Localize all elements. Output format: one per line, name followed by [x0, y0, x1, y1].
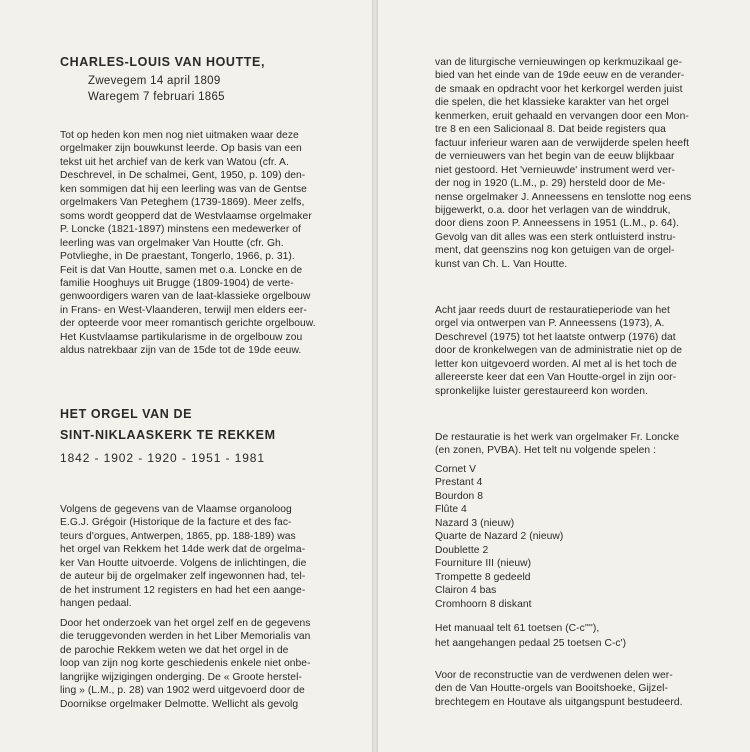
- text-line: Potvlieghe, in De praestant, Tongerlo, 1966, p. 31).: [60, 251, 295, 263]
- right-page: [378, 0, 750, 752]
- text-line: genwoordigers waren van de laat-klassieke orgelbouw: [60, 291, 311, 303]
- text-line: Deschrevel (1975) tot het laatste ontwerp (1976) dat: [435, 331, 676, 343]
- organ-stop-item: Flûte 4: [435, 504, 467, 516]
- organ-stop-item: Bourdon 8: [435, 490, 483, 502]
- text-line: van de liturgische vernieuwingen op kerkmuzikaal ge-: [435, 57, 682, 68]
- text-line: loop van zijn nog korte geschiedenis enkele niet onbe-: [60, 658, 311, 670]
- restoration-period-paragraph: [435, 304, 735, 398]
- text-line: die spelen, die het klassieke karakter van het orgel: [435, 97, 669, 109]
- left-header: [60, 56, 360, 105]
- keyboard-compass: [435, 621, 735, 651]
- text-line: tre 8 en een Salicionaal 8. Dat beide registers qua: [435, 124, 666, 136]
- text-line: factuur inferieur waren aan de verwijderde spelen heeft: [435, 137, 690, 149]
- text-line: Volgens de gegevens van de Vlaamse organoloog: [60, 504, 292, 515]
- text-line: letter kon uitgevoerd worden. Al met al is het toch de: [435, 358, 677, 370]
- text-line: de vernieuwers van het begin van de eeuw blijkbaar: [435, 151, 675, 163]
- text-line: Door het onderzoek van het orgel zelf en de gegevens: [60, 618, 311, 629]
- article-title: CHARLES-LOUIS VAN HOUTTE,: [60, 55, 266, 69]
- text-line: niet gestoord. Het 'vernieuwde' instrument werd ver-: [435, 164, 676, 176]
- text-line: Gevolg van dit alles was een sterk ontluisterd instru-: [435, 231, 676, 243]
- text-line: de het instrument 12 registers en had het een aange-: [60, 584, 306, 596]
- text-line: die teruggevonden werden in het Liber Memorialis van: [60, 631, 311, 643]
- text-line: E.G.J. Grégoir (Historique de la facture et des fac-: [60, 517, 292, 529]
- text-line: ling » (L.M., p. 28) van 1902 werd uitgevoerd door de: [60, 685, 305, 697]
- reconstruction-paragraph: [435, 669, 735, 709]
- text-line: door diens zoon P. Anneessens in 1951 (L.M., p. 64).: [435, 218, 679, 230]
- death-line: Waregem 7 februari 1865: [88, 90, 225, 103]
- text-line: Doornikse orgelmaker Delmotte. Wellicht als gevolg: [60, 698, 299, 710]
- biography-paragraph: [60, 129, 360, 358]
- text-line: (en zonen, PVBA). Het telt nu volgende spelen :: [435, 445, 657, 457]
- text-line: door de kronkelwegen van de administratie niet op de: [435, 345, 683, 357]
- text-line: langrijke wijzigingen onderging. De « Groote herstel-: [60, 671, 302, 683]
- text-line: Voor de reconstructie van de verdwenen delen wer-: [435, 670, 673, 681]
- text-line: Acht jaar reeds duurt de restauratieperiode van het: [435, 305, 670, 316]
- birth-line: Zwevegem 14 april 1809: [88, 75, 221, 88]
- section-heading-line1: HET ORGEL VAN DE: [60, 407, 193, 421]
- text-line: de parochie Rekkem weten we dat het orgel in de: [60, 644, 289, 656]
- text-line: bied van het einde van de 19de eeuw en de verander-: [435, 70, 685, 82]
- history-years: 1842 - 1902 - 1920 - 1951 - 1981: [60, 450, 265, 465]
- text-line: orgel via ontwerpen van P. Anneessens (1973), A.: [435, 318, 665, 330]
- organ-stop-item: Clairon 4 bas: [435, 585, 497, 597]
- organ-stop-item: Trompette 8 gedeeld: [435, 571, 531, 583]
- text-line: brechtegem en Houtave als uitgangspunt bestudeerd.: [435, 696, 683, 708]
- text-line: ken sommigen dat hij een leerling was van de Gentse: [60, 183, 307, 195]
- compass-line: Het manuaal telt 61 toetsen (C-c''''),: [435, 623, 600, 634]
- text-line: der nog in 1920 (L.M., p. 29) hersteld door de Me-: [435, 178, 666, 190]
- text-line: P. Loncke (1821-1897) minstens een medewerker of: [60, 224, 301, 236]
- text-line: spronkelijke luister gerestaureerd kon worden.: [435, 385, 648, 397]
- text-line: ment, dat geenszins nog kon getuigen van de orgel-: [435, 245, 675, 257]
- text-line: het orgel van Rekkem het 14de werk dat de orgelma-: [60, 544, 306, 556]
- restoration-intro-paragraph: [435, 431, 735, 458]
- text-line: in Frans- en West-Vlaanderen, terwijl men elders eer-: [60, 304, 307, 316]
- text-line: Deschrevel, in De schalmei, Gent, 1950, p. 109) den-: [60, 170, 306, 182]
- text-line: bijgewerkt, o.a. door het verlagen van de winddruk,: [435, 204, 671, 216]
- organ-stop-item: Cromhoorn 8 diskant: [435, 598, 532, 610]
- text-line: kenmerken, eruit gehaald en vervangen door een Mon-: [435, 110, 689, 122]
- organ-stop-item: Prestant 4: [435, 477, 483, 489]
- organ-stop-item: Nazard 3 (nieuw): [435, 517, 515, 529]
- section-heading-line2: SINT-NIKLAASKERK TE REKKEM: [60, 428, 276, 443]
- text-line: allereerste keer dat een Van Houtte-orgel in zijn oor-: [435, 372, 677, 384]
- text-line: tekst uit het archief van de kerk van Watou (cfr. A.: [60, 156, 289, 168]
- organ-stop-item: Fourniture III (nieuw): [435, 558, 532, 570]
- left-page: [0, 0, 373, 752]
- text-line: familie Hooghuys uit Brugge (1809-1904) de verte-: [60, 277, 294, 289]
- text-line: Feit is dat Van Houtte, samen met o.a. Loncke en de: [60, 264, 303, 276]
- text-line: den de Van Houtte-orgels van Booitshoeke, Gijzel-: [435, 683, 668, 695]
- text-line: teurs d'orgues, Antwerpen, 1865, pp. 188-189) was: [60, 530, 296, 542]
- compass-line: het aangehangen pedaal 25 toetsen C-c'): [435, 638, 627, 649]
- organ-stop-item: Quarte de Nazard 2 (nieuw): [435, 531, 564, 543]
- text-line: Het Kustvlaamse partikularisme in de orgelbouw zou: [60, 331, 303, 343]
- text-line: nense orgelmaker J. Anneessens en tenslotte nog eens: [435, 191, 692, 203]
- text-line: kunst van Ch. L. Van Houtte.: [435, 258, 568, 270]
- section-heading: [60, 408, 360, 465]
- text-line: aldus natrekbaar zijn van de 15de tot de 19de eeuw.: [60, 345, 302, 357]
- text-line: der opteerde voor meer romantisch gerichte orgelbouw.: [60, 318, 316, 330]
- gregoir-paragraph: [60, 503, 360, 611]
- text-line: orgelmakers Van Peteghem (1739-1869). Meer zelfs,: [60, 197, 305, 209]
- text-line: de auteur bij de orgelmaker zelf ingewonnen had, tel-: [60, 571, 306, 583]
- research-paragraph: [60, 617, 360, 711]
- organ-stop-item: Doublette 2: [435, 544, 489, 556]
- text-line: leerling was van orgelmaker Van Houtte (cfr. Gh.: [60, 237, 284, 249]
- text-line: Tot op heden kon men nog niet uitmaken waar deze: [60, 130, 299, 141]
- renovation-paragraph: [435, 56, 735, 271]
- text-line: soms wordt geopperd dat de Westvlaamse orgelmaker: [60, 210, 312, 222]
- organ-stop-item: Cornet V: [435, 464, 477, 475]
- text-line: orgelmaker zijn bouwkunst leerde. Op basis van een: [60, 143, 302, 155]
- stop-list: [435, 463, 735, 611]
- text-line: De restauratie is het werk van orgelmaker Fr. Loncke: [435, 432, 680, 443]
- text-line: de smaak en opdracht voor het kerkorgel werden juist: [435, 83, 683, 95]
- text-line: ker Van Houtte uitvoerde. Volgens de inlichtingen, die: [60, 557, 307, 569]
- text-line: hangen pedaal.: [60, 598, 132, 610]
